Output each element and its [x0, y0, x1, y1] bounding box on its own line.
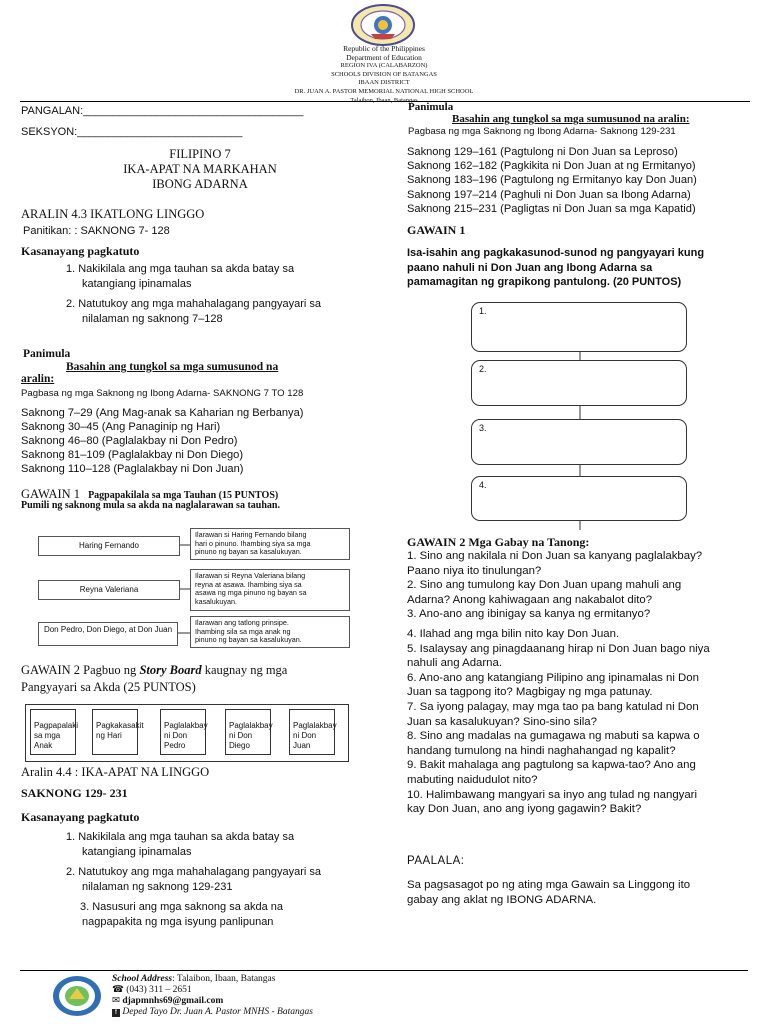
sequence-box-2[interactable] [471, 360, 687, 406]
story-board-label: Story Board [139, 663, 202, 677]
title-line: IKA-APAT NA MARKAHAN [123, 162, 277, 176]
instruction-line: pamamagitan ng grapikong pantulong. (20 PUNTOS) [407, 276, 682, 288]
header-line: IBAAN DISTRICT [358, 79, 410, 87]
header-line: SCHOOLS DIVISION OF BATANGAS [331, 70, 437, 78]
phone-number: (043) 311 – 2651 [126, 985, 192, 995]
paalala-line: Sa pagsasagot po ng ating mga Gawain sa Linggong ito [407, 879, 691, 891]
gawain2-right-heading: GAWAIN 2 Mga Gabay na Tanong: [407, 535, 590, 549]
sequence-box-4[interactable] [471, 476, 687, 521]
email-icon: ✉ [112, 996, 120, 1006]
header-line: DR. JUAN A. PASTOR MEMORIAL NATIONAL HIGH SCHOOL [294, 87, 474, 95]
header-divider [20, 101, 750, 102]
facebook-row[interactable] [112, 1007, 313, 1018]
list-item: 2. Natutukoy ang mga mahahalagang pangyayari sa [66, 866, 322, 878]
kasanayan-heading: Kasanayang pagkatuto [21, 810, 140, 824]
school-logo [52, 975, 102, 1017]
gawain-title: kaugnay ng mga [201, 663, 288, 677]
guide-questions [407, 549, 710, 817]
phone-row [112, 985, 313, 996]
gawain-label: GAWAIN 2 Pagbuo ng [21, 663, 140, 677]
kasanayan-list [66, 830, 321, 929]
gawain2-left-line2: Pangyayari sa Akda (25 PUNTOS) [21, 680, 196, 694]
header-line: Department of Education [346, 52, 422, 62]
list-item: katangiang ipinamalas [82, 845, 192, 858]
list-item: Saknong 30–45 (Ang Panaginip ng Hari) [21, 421, 221, 433]
character-name-box: Haring Fernando [38, 536, 180, 556]
list-item: nilalaman ng saknong 7–128 [82, 312, 223, 325]
question-line: handang tumulong na hindi naghahangad ng kapalit? [407, 744, 676, 757]
story-board-panel: Paglalakbay ni Don Juan [289, 709, 335, 755]
school-address [112, 974, 313, 985]
desc-line: asawa ng mga pinuno ng bayan sa [195, 588, 307, 597]
name-field[interactable]: PANGALAN:____________________________________ [21, 105, 304, 117]
desc-line: kasalukuyan. [195, 596, 237, 606]
list-item: Saknong 110–128 (Paglalakbay ni Don Juan) [21, 463, 244, 475]
question-line: Juan sa tagpong ito? Magbigay ng mga patunay. [407, 686, 653, 699]
gawain-instruction: Pumili ng saknong mula sa akda na naglalarawan sa tauhan. [21, 500, 280, 511]
email-row[interactable] [112, 996, 313, 1007]
story-board-panel: Pagkakasakit ng Hari [92, 709, 138, 755]
paalala-line: gabay ang aklat ng IBONG ADARNA. [407, 893, 597, 906]
list-item: Saknong 183–196 (Pagtulong ng Ermitanyo kay Don Juan) [407, 174, 697, 187]
character-desc-box [190, 528, 350, 560]
saknong-list [21, 406, 303, 476]
title-line: IBONG ADARNA [152, 177, 248, 191]
address-text: : Talaibon, Ibaan, Batangas [172, 974, 276, 984]
question-line: 9. Bakit mahalaga ang pagtulong sa kapwa-tao? Ano ang [407, 759, 696, 772]
story-board-panel: Pagpapalaki sa mga Anak [30, 709, 76, 755]
story-board-panel: Paglalakbay ni Don Diego [225, 709, 271, 755]
list-item: Saknong 81–109 (Paglalakbay ni Don Diego) [21, 449, 244, 461]
address-label: School Address [112, 974, 173, 984]
box-number: 3. [479, 423, 487, 433]
pagbasa-note: Pagbasa ng mga Saknong ng Ibong Adarna- SAKNONG 7 TO 128 [21, 388, 304, 399]
paalala-text [407, 878, 690, 907]
question-line: 4. Ilahad ang mga bilin nito kay Don Juan. [407, 627, 620, 640]
question-line: nahuli ang Adarna. [407, 657, 503, 670]
story-board-panel: Paglalakbay ni Don Pedro [160, 709, 206, 755]
header-line: Talaibon, Ibaan, Batangas [350, 96, 418, 104]
desc-line: Ilarawan si Reyna Valeriana bilang [195, 571, 306, 580]
panimula-sub: Basahin ang tungkol sa mga sumusunod na [66, 361, 279, 373]
panimula-heading: Panimula [408, 101, 454, 113]
question-line: 5. Isalaysay ang pinagdaanang hirap ni Don Juan bago niya [407, 642, 710, 655]
deped-seal-logo [351, 4, 415, 46]
section-field[interactable]: SEKSYON:___________________________ [21, 126, 243, 138]
pagbasa-note: Pagbasa ng mga Saknong ng Ibong Adarna- Saknong 129-231 [408, 126, 676, 137]
gawain1-right-heading: GAWAIN 1 [407, 223, 466, 237]
list-item: nagpapakita ng mga isyung panlipunan [82, 915, 274, 928]
desc-line: Ilarawan ang tatlong prinsipe. [195, 618, 289, 627]
saknong-range: SAKNONG 129- 231 [21, 786, 128, 800]
list-item: 3. Nasusuri ang mga saknong sa akda na [80, 901, 284, 913]
panimula-sub: Basahin ang tungkol sa mga sumusunod na aralin: [452, 113, 690, 125]
list-item: katangiang ipinamalas [82, 277, 192, 290]
email-address[interactable]: djapmnhs69@gmail.com [122, 996, 224, 1006]
question-line: Juan sa kasalukuyan? Sino-sino sila? [407, 715, 597, 728]
character-name-box: Reyna Valeriana [38, 580, 180, 600]
question-line: mabuting naidudulot nito? [407, 773, 538, 786]
panimula-heading: Panimula [23, 348, 71, 360]
aralin-4-4-heading: Aralin 4.4 : IKA-APAT NA LINGGO [21, 765, 210, 779]
list-item: Saknong 46–80 (Paglalakbay ni Don Pedro) [21, 435, 238, 447]
list-item: 1. Nakikilala ang mga tauhan sa akda batay sa [66, 831, 295, 843]
facebook-page[interactable]: Deped Tayo Dr. Juan A. Pastor MNHS - Batangas [122, 1007, 313, 1017]
question-line: 3. Ano-ano ang ibinigay sa kanya ng ermitanyo? [407, 608, 651, 621]
list-item: 1. Nakikilala ang mga tauhan sa akda batay sa [66, 263, 295, 275]
desc-line: pinuno ng bayan sa kasalukuyan. [195, 547, 302, 556]
question-line: 2. Sino ang tumulong kay Don Juan upang mahuli ang [407, 579, 682, 592]
question-line: Adarna? Anong kahiwagaan ang nakabalot dito? [407, 593, 653, 606]
question-line: Paano niya ito tinulungan? [407, 564, 542, 577]
gawain-title: Pagpapakilala sa mga Tauhan (15 PUNTOS) [88, 490, 279, 501]
question-line: 1. Sino ang nakilala ni Don Juan sa kanyang paglalakbay? [407, 550, 703, 562]
question-line: 6. Ano-ano ang katangiang Pilipino ang ipinamalas ni Don [407, 671, 699, 684]
instruction-line: Isa-isahin ang pagkakasunod-sunod ng pangyayari kung [407, 247, 705, 259]
character-table [30, 525, 360, 655]
list-item: Saknong 215–231 (Pagligtas ni Don Juan sa mga Kapatid) [407, 202, 696, 215]
header-line: Republic of the Philippines [343, 44, 425, 53]
aralin-4-3-heading: ARALIN 4.3 IKATLONG LINGGO [21, 207, 205, 221]
list-item: Saknong 162–182 (Pagkikita ni Don Juan at ng Ermitanyo) [407, 160, 696, 173]
panimula-sub: aralin: [21, 373, 55, 385]
question-line: kay Don Juan, ano ang iyong gagawin? Bakit? [407, 803, 642, 816]
sequence-box-3[interactable] [471, 419, 687, 465]
question-line: 8. Sino ang madalas na gumagawa ng mabuti sa kapwa o [407, 730, 700, 743]
list-item: Saknong 197–214 (Paghuli ni Don Juan sa Ibong Adarna) [407, 188, 691, 201]
title-line: FILIPINO 7 [169, 147, 231, 161]
question-line: 10. Halimbawang mangyari sa inyo ang tulad ng nangyari [407, 788, 698, 801]
box-number: 1. [479, 306, 487, 316]
desc-line: hari o pinuno. Ihambing siya sa mga [195, 538, 311, 548]
footer-divider [20, 970, 748, 971]
sequence-box-1[interactable] [471, 302, 687, 352]
footer-contact [112, 974, 313, 1018]
header-line: REGION IVA (CALABARZON) [340, 62, 428, 70]
instruction-line: paano nahuli ni Don Juan ang Ibong Adarna sa [407, 261, 653, 274]
desc-line: reyna at asawa. Ihambing siya sa [195, 579, 302, 589]
panitikan-label: Panitikan: : SAKNONG 7- 128 [23, 225, 170, 237]
phone-icon: ☎ [112, 985, 124, 995]
desc-line: pinuno ng bayan sa kasalukuyan. [195, 635, 302, 644]
list-item: Saknong 7–29 (Ang Mag-anak sa Kaharian ng Berbanya) [21, 407, 304, 419]
list-item: 2. Natutukoy ang mga mahahalagang pangyayari sa [66, 298, 322, 310]
kasanayan-heading: Kasanayang pagkatuto [21, 244, 140, 258]
school-header [0, 45, 768, 105]
paalala-heading: PAALALA: [407, 855, 465, 867]
saknong-list [407, 145, 697, 216]
desc-line: Ihambing sila sa mga anak ng [195, 626, 291, 636]
character-desc-box [190, 616, 350, 648]
character-name-box: Don Pedro, Don Diego, at Don Juan [38, 622, 178, 646]
kasanayan-list [66, 262, 321, 326]
box-number: 4. [479, 480, 487, 490]
gawain-label: GAWAIN 1 [21, 487, 81, 501]
question-line: 7. Sa iyong palagay, may mga tao pa bang katulad ni Don [407, 700, 699, 713]
page-title [0, 147, 400, 192]
gawain2-left-heading [21, 663, 287, 678]
list-item: nilalaman ng saknong 129-231 [82, 880, 233, 893]
list-item: Saknong 129–161 (Pagtulong ni Don Juan sa Leproso) [407, 146, 678, 158]
desc-line: Ilarawan si Haring Fernando bilang [195, 530, 307, 539]
character-desc-box [190, 569, 350, 611]
gawain-instruction [407, 246, 704, 290]
box-number: 2. [479, 364, 487, 374]
facebook-icon: f [112, 1009, 120, 1017]
